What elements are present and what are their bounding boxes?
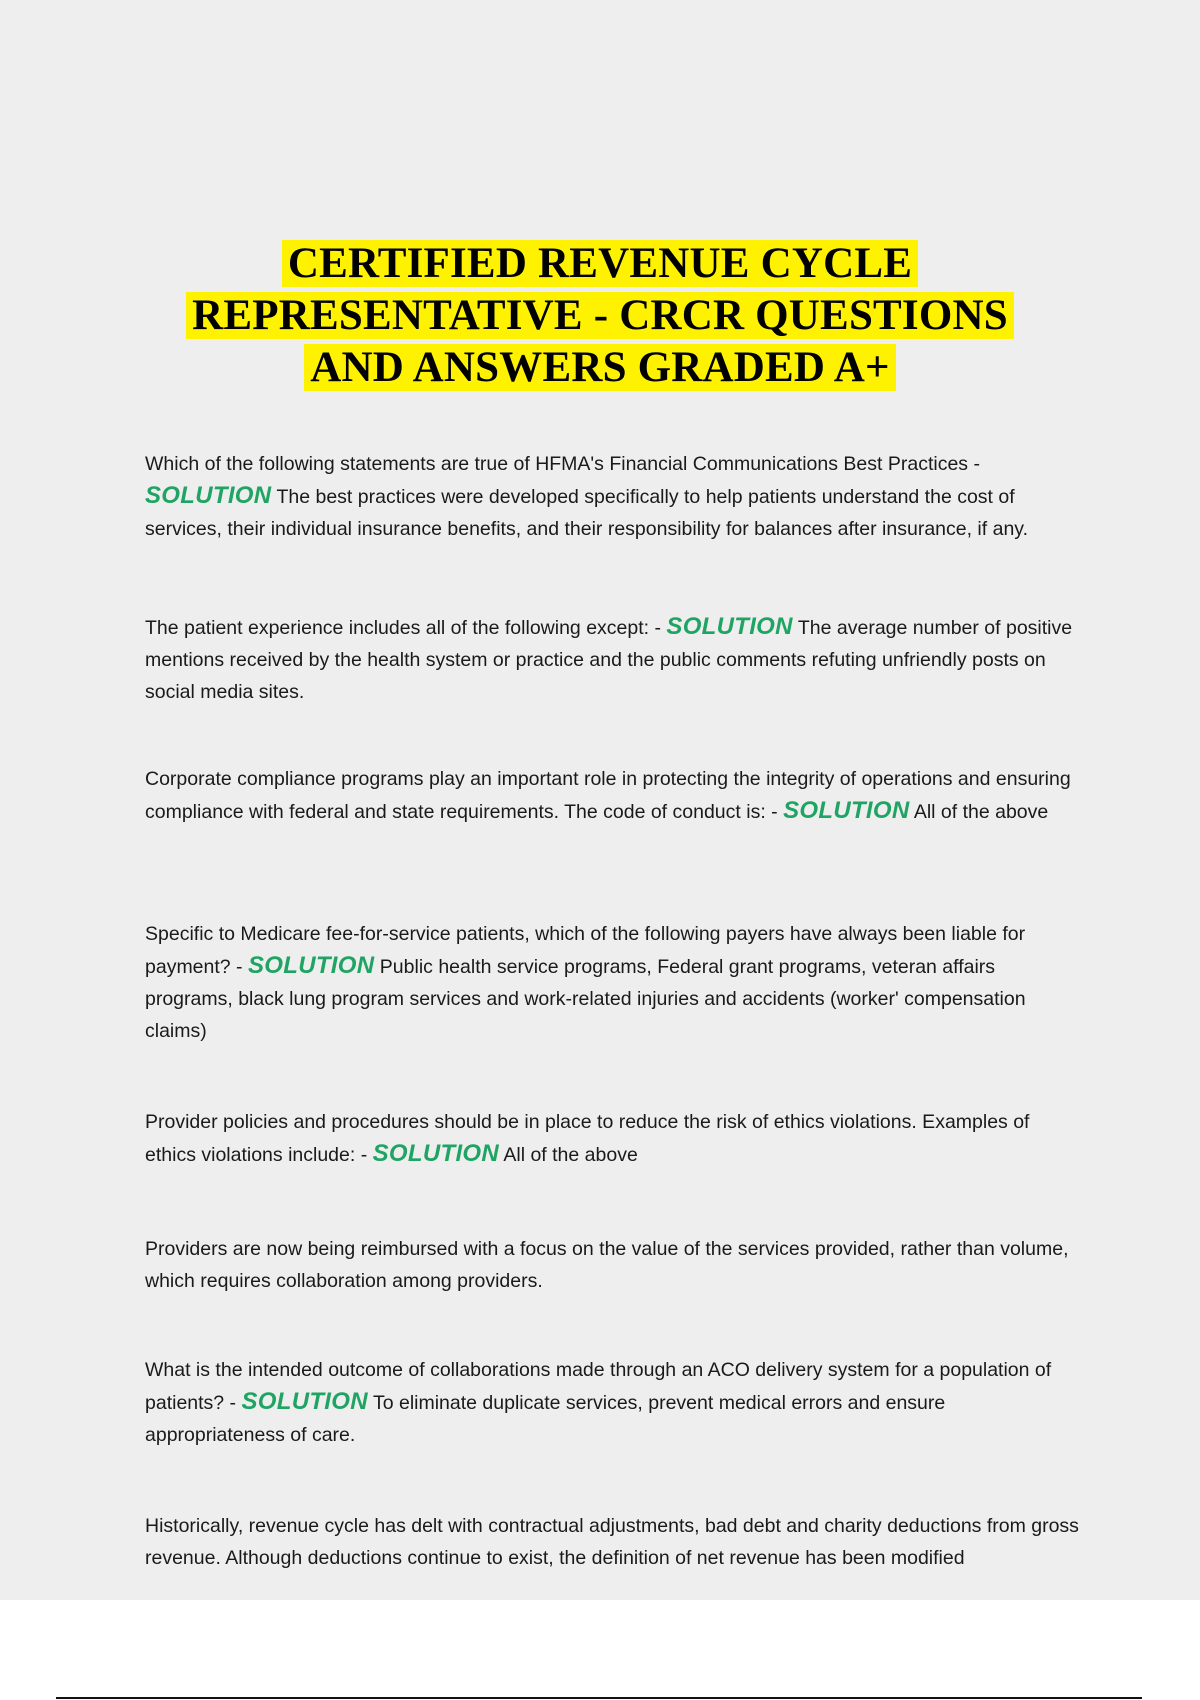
qa-item-7 (145, 1354, 1085, 1451)
answer-text: Public health service programs, Federal grant programs, veteran affairs programs, black lung program services and work-related injuries and accidents (worker' compensation claims) (145, 956, 1026, 1042)
answer-text: The best practices were developed specifically to help patients understand the cost of services, their individual insurance benefits, and their responsibility for balances after insurance, if any. (145, 486, 1029, 540)
question-text: Provider policies and procedures should be in place to reduce the risk of ethics violations. Examples of ethics violations include: - (145, 1111, 1030, 1166)
answer-text: The average number of positive mentions received by the health system or practice and the public comments refuting unfriendly posts on social media sites. (145, 617, 1073, 703)
qa-item-2 (145, 611, 1085, 708)
answer-text: All of the above (909, 801, 1049, 823)
solution-label: SOLUTION (241, 1388, 368, 1415)
question-text: The patient experience includes all of the following except: - (145, 617, 667, 639)
question-text: Which of the following statements are true of HFMA's Financial Communications Best Practices - (145, 453, 980, 475)
solution-label: SOLUTION (247, 952, 375, 979)
footer-divider (56, 1697, 1142, 1699)
statement-text: Providers are now being reimbursed with a focus on the value of the services provided, rather than volume, which requires collaboration among providers. (145, 1238, 1069, 1292)
solution-label: SOLUTION (145, 482, 272, 509)
answer-text: To eliminate duplicate services, prevent medical errors and ensure appropriateness of care. (145, 1392, 946, 1446)
qa-item-4 (145, 918, 1085, 1047)
title-line-3: AND ANSWERS GRADED A+ (304, 344, 895, 391)
document-title (0, 238, 1200, 394)
solution-label: SOLUTION (783, 797, 910, 824)
solution-label: SOLUTION (666, 613, 793, 640)
title-line-2: REPRESENTATIVE - CRCR QUESTIONS (186, 292, 1014, 339)
title-line-1: CERTIFIED REVENUE CYCLE (282, 240, 918, 287)
statement-text: Historically, revenue cycle has delt with contractual adjustments, bad debt and charity deductions from gross revenue. Although deductions continue to exist, the definition of net revenue has been modified (145, 1515, 1079, 1569)
statement-item-8 (145, 1510, 1085, 1574)
question-text: What is the intended outcome of collaborations made through an ACO delivery system for a population of patients? - (145, 1359, 1052, 1414)
question-text: Corporate compliance programs play an important role in protecting the integrity of operations and ensuring compliance with federal and state requirements. The code of conduct is: - (145, 768, 1071, 823)
qa-item-3 (145, 763, 1085, 828)
statement-item-6 (145, 1233, 1085, 1297)
qa-item-5 (145, 1106, 1085, 1171)
question-text: Specific to Medicare fee-for-service patients, which of the following payers have always been liable for payment? - (145, 923, 1026, 978)
answer-text: All of the above (499, 1144, 638, 1166)
qa-item-1 (145, 448, 1085, 545)
solution-label: SOLUTION (372, 1140, 500, 1167)
